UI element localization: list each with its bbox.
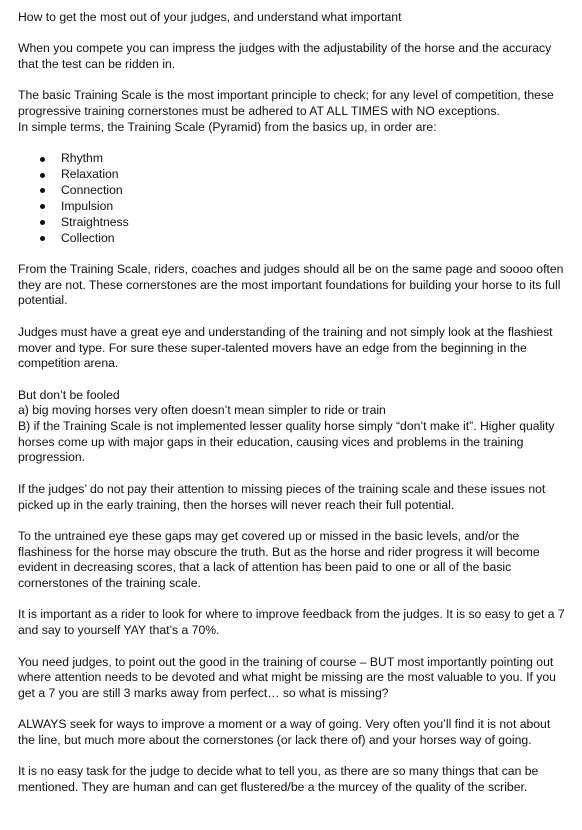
list-item-label: Relaxation	[61, 167, 119, 182]
bullet-icon	[40, 188, 45, 193]
list-item	[18, 215, 570, 231]
paragraph-point-b: B) if the Training Scale is not implemented lesser quality horse simply “don’t make it”. Higher quality horses come up with major gaps in their education, causing vices and problems in the training progression.	[18, 419, 555, 465]
list-item-label: Rhythm	[61, 151, 103, 166]
paragraph-missing-pieces: If the judges’ do not pay their attention to missing pieces of the training scale and these issues not picked up in the early training, then the horses will never reach their full potential.	[18, 481, 546, 512]
list-item	[18, 231, 570, 247]
list-item	[18, 199, 570, 215]
bullet-icon	[40, 236, 45, 241]
list-item	[18, 167, 570, 183]
paragraph-judges-eye: Judges must have a great eye and understanding of the training and not simply look at the flashiest mover and type. For sure these super-talented movers have an edge from the beginning in the competition arena.	[18, 324, 553, 371]
paragraph-improve-feedback: It is important as a rider to look for where to improve feedback from the judges. It is so easy to get a 7 and say to yourself YAY that’s a 70%.	[18, 607, 565, 638]
document-page	[18, 10, 570, 812]
paragraph-training-scale-intro: In simple terms, the Training Scale (Pyramid) from the basics up, in order are:	[18, 119, 437, 134]
paragraph-dont-be-fooled: But don’t be fooled	[18, 387, 120, 402]
bullet-icon	[40, 220, 45, 225]
list-item-label: Impulsion	[61, 198, 114, 213]
document-heading: How to get the most out of your judges, and understand what important	[18, 10, 402, 24]
list-item	[18, 183, 570, 199]
paragraph-need-judges: You need judges, to point out the good in the training of course – BUT most importantly pointing out where attention needs to be devoted and what might be missing are the most valuable to you. If you get a 7 you are still 3 marks away from perfect… so what is missing?	[18, 654, 556, 700]
bullet-icon	[40, 204, 45, 209]
paragraph-point-a: a) big moving horses very often doesn’t mean simpler to ride or train	[18, 403, 386, 418]
list-item-label: Connection	[61, 182, 123, 197]
paragraph-training-scale-principle: The basic Training Scale is the most important principle to check; for any level of competition, these progressive training cornerstones must be adhered to AT ALL TIMES with NO exceptions.	[18, 88, 554, 119]
paragraph-same-page: From the Training Scale, riders, coaches and judges should all be on the same page and soooo often they are not. These cornerstones are the most important foundations for building your horse to its full potential.	[18, 262, 564, 308]
paragraph-no-easy-task: It is no easy task for the judge to decide what to tell you, as there are so many things that can be mentioned. They are human and can get flustered/be a the murcey of the quality of the scriber.	[18, 764, 539, 795]
paragraph-always-seek: ALWAYS seek for ways to improve a moment or a way of going. Very often you’ll find it is not about the line, but much more about the cornerstones (or lack there of) and your horses way of going.	[18, 717, 551, 748]
bullet-icon	[40, 173, 45, 178]
list-item	[18, 151, 570, 167]
list-item-label: Straightness	[61, 214, 129, 229]
paragraph-untrained-eye: To the untrained eye these gaps may get covered up or missed in the basic levels, and/or the flashiness for the horse may obscure the truth. But as the horse and rider progress it will become evident in decreasing scores, that a lack of attention has been paid to one or all of the basic cornerstones of the training scale.	[18, 528, 540, 591]
training-scale-list	[18, 151, 570, 246]
list-item-label: Collection	[61, 230, 115, 245]
paragraph-impress-judges: When you compete you can impress the judges with the adjustability of the horse and the accuracy that the test can be ridden in.	[18, 41, 552, 72]
bullet-icon	[40, 157, 45, 162]
